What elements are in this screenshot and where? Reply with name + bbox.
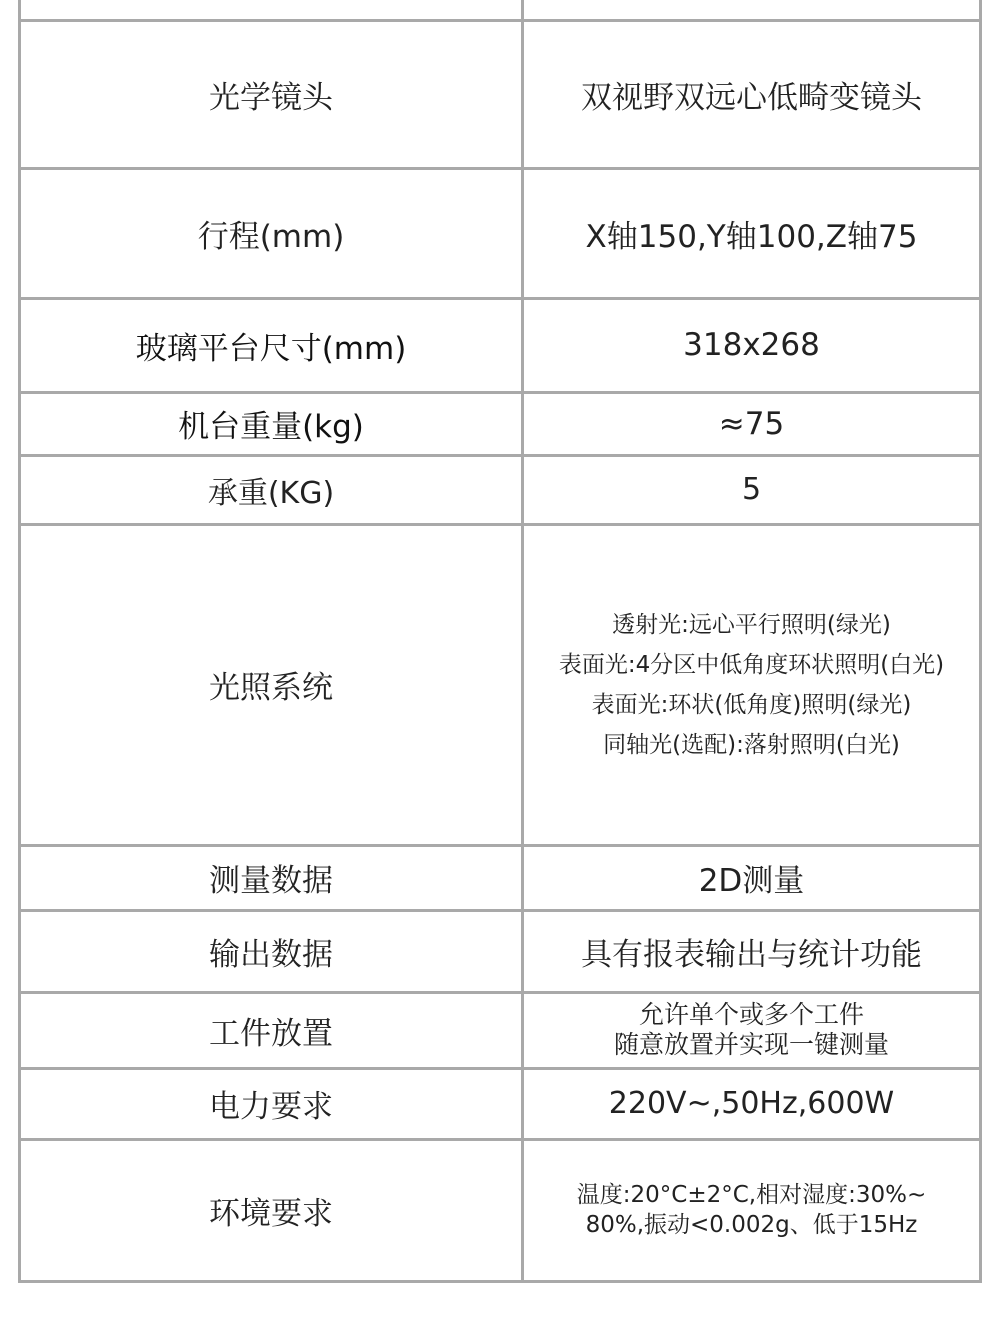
table-row — [20, 1139, 981, 1281]
row-label-cell — [20, 0, 523, 20]
environment-requirement-value — [523, 1139, 981, 1281]
table-row — [20, 0, 981, 20]
table-row — [20, 1068, 981, 1139]
table-row — [20, 20, 981, 168]
environment-requirement-label: 环境要求 — [20, 1139, 523, 1281]
lighting-system-value — [523, 524, 981, 845]
glass-stage-size-value: 318x268 — [523, 298, 981, 392]
output-data-label: 输出数据 — [20, 910, 523, 992]
placement-line-1: 允许单个或多个工件 — [638, 1000, 864, 1029]
travel-value: X轴150,Y轴100,Z轴75 — [523, 168, 981, 298]
environment-line-1: 温度:20°C±2°C,相对湿度:30%~ — [576, 1182, 927, 1208]
load-capacity-value: 5 — [523, 455, 981, 524]
travel-label: 行程(mm) — [20, 168, 523, 298]
glass-stage-size-label: 玻璃平台尺寸(mm) — [20, 298, 523, 392]
lighting-line-transmitted: 透射光:远心平行照明(绿光) — [612, 611, 891, 638]
lighting-line-coaxial: 同轴光(选配):落射照明(白光) — [603, 731, 900, 758]
environment-line-2: 80%,振动<0.002g、低于15Hz — [585, 1212, 918, 1238]
output-data-value: 具有报表输出与统计功能 — [523, 910, 981, 992]
power-requirement-value: 220V~,50Hz,600W — [523, 1068, 981, 1139]
placement-line-2: 随意放置并实现一键测量 — [613, 1030, 889, 1059]
row-value-cell — [523, 0, 981, 20]
table-row — [20, 845, 981, 910]
lighting-line-surface-ring-green: 表面光:环状(低角度)照明(绿光) — [591, 691, 912, 718]
lighting-line-surface-ring-white: 表面光:4分区中低角度环状照明(白光) — [558, 651, 945, 678]
measurement-data-label: 测量数据 — [20, 845, 523, 910]
spec-table — [18, 0, 982, 1283]
table-row — [20, 168, 981, 298]
power-requirement-label: 电力要求 — [20, 1068, 523, 1139]
workpiece-placement-label: 工件放置 — [20, 992, 523, 1068]
table-row — [20, 524, 981, 845]
measurement-data-value: 2D测量 — [523, 845, 981, 910]
machine-weight-label: 机台重量(kg) — [20, 392, 523, 455]
optical-lens-value: 双视野双远心低畸变镜头 — [523, 20, 981, 168]
table-row — [20, 910, 981, 992]
table-row — [20, 298, 981, 392]
optical-lens-label: 光学镜头 — [20, 20, 523, 168]
table-row — [20, 392, 981, 455]
machine-weight-value: ≈75 — [523, 392, 981, 455]
lighting-system-label: 光照系统 — [20, 524, 523, 845]
workpiece-placement-value — [523, 992, 981, 1068]
table-row — [20, 455, 981, 524]
table-row — [20, 992, 981, 1068]
load-capacity-label: 承重(KG) — [20, 455, 523, 524]
